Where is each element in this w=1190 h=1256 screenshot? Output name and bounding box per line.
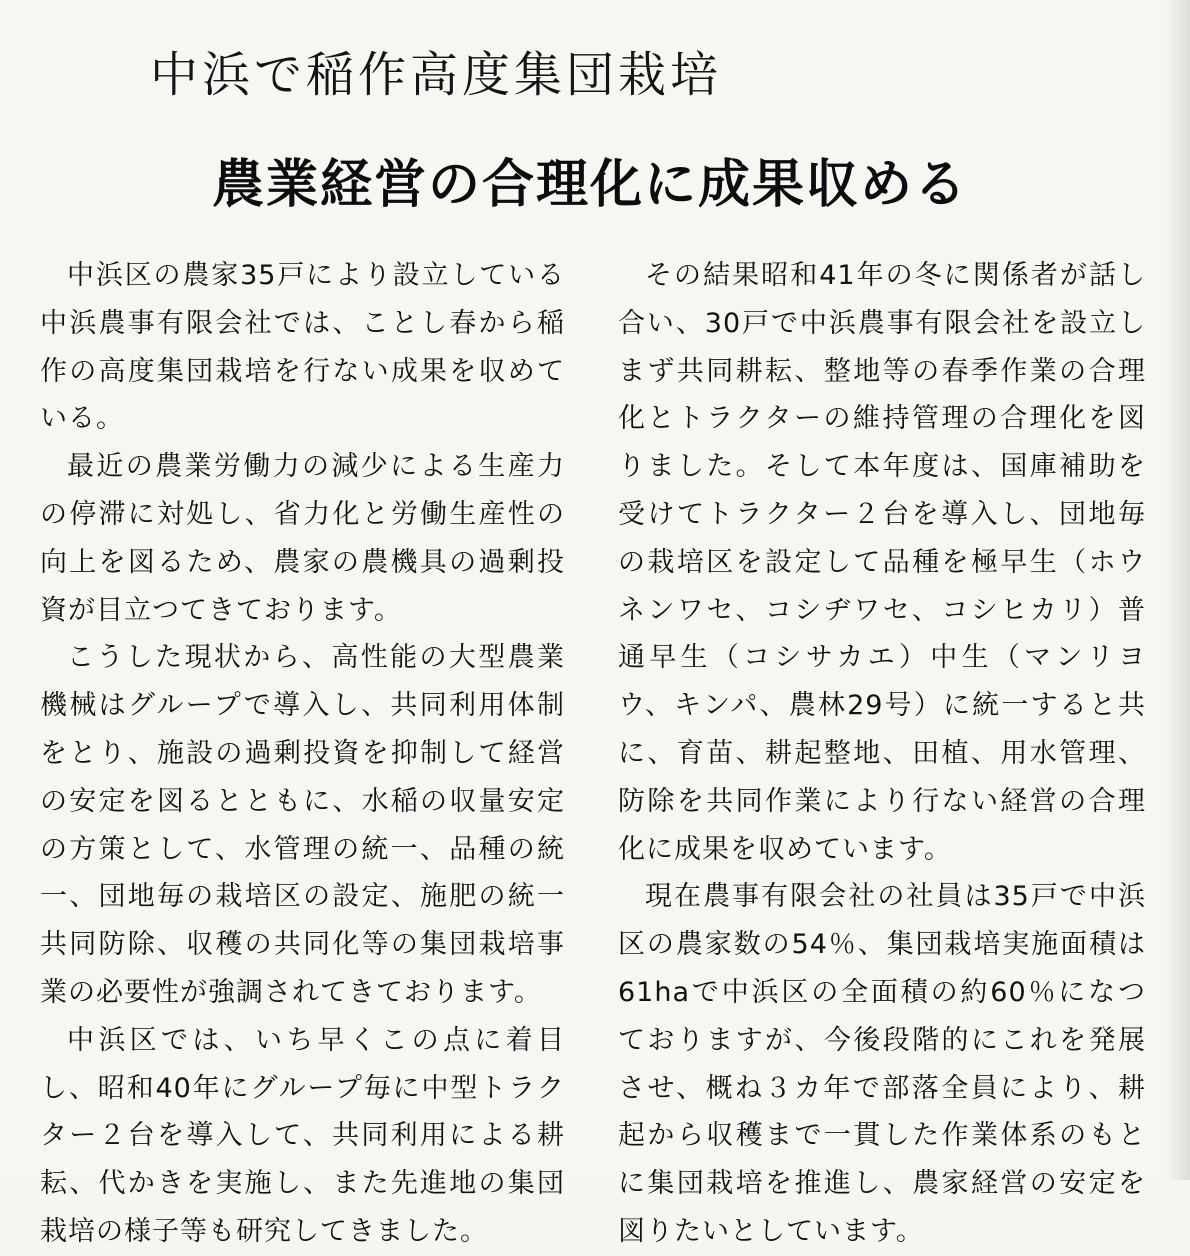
left-column: [40, 252, 565, 1256]
headline: 中浜で稲作高度集団栽培: [150, 47, 723, 103]
right-column: [618, 252, 1146, 1256]
subheadline: 農業経営の合理化に成果収める: [212, 155, 969, 215]
paragraph-right-1: その結果昭和41年の冬に関係者が話し合い、30戸で中浜農事有限会社を設立しまず共同耕耘、整地等の春季作業の合理化とトラクターの維持管理の合理化を図りました。そして本年度は、国庫補助を受けてトラクター２台を導入し、団地毎の栽培区を設定して品種を極早生（ホウネンワセ、コシヂワセ、コシヒカリ）普通早生（コシサカエ）中生（マンリヨウ、キンパ、農林29号）に統一すると共に、育苗、耕起整地、田植、用水管理、防除を共同作業により行ない経営の合理化に成果を収めています。: [618, 260, 1146, 865]
paragraph-left-3: こうした現状から、高性能の大型農業機械はグループで導入し、共同利用体制をとり、施設の過剰投資を抑制して経営の安定を図るとともに、水稲の収量安定の方策として、水管理の統一、品種の統一、団地毎の栽培区の設定、施肥の統一共同防除、収穫の共同化等の集団栽培事業の必要性が強調されてきております。: [40, 642, 565, 1008]
paragraph-left-4: 中浜区では、いち早くこの点に着目し、昭和40年にグループ毎に中型トラクター２台を導入して、共同利用による耕耘、代かきを実施し、また先進地の集団栽培の様子等も研究してきました。: [40, 1024, 565, 1247]
page-edge-shadow: [1164, 0, 1190, 1180]
paragraph-left-1: 中浜区の農家35戸により設立している中浜農事有限会社では、ことし春から稲作の高度集団栽培を行ない成果を収めている。: [40, 260, 565, 435]
paragraph-left-2: 最近の農業労働力の減少による生産力の停滞に対処し、省力化と労働生産性の向上を図るため、農家の農機具の過剰投資が目立つてきております。: [40, 451, 565, 626]
paragraph-right-2: 現在農事有限会社の社員は35戸で中浜区の農家数の54％、集団栽培実施面積は61haで中浜区の全面積の約60％になつておりますが、今後段階的にこれを発展させ、概ね３カ年で部落全員により、耕起から収穫まで一貫した作業体系のもとに集団栽培を推進し、農家経営の安定を図りたいとしています。: [618, 881, 1146, 1247]
